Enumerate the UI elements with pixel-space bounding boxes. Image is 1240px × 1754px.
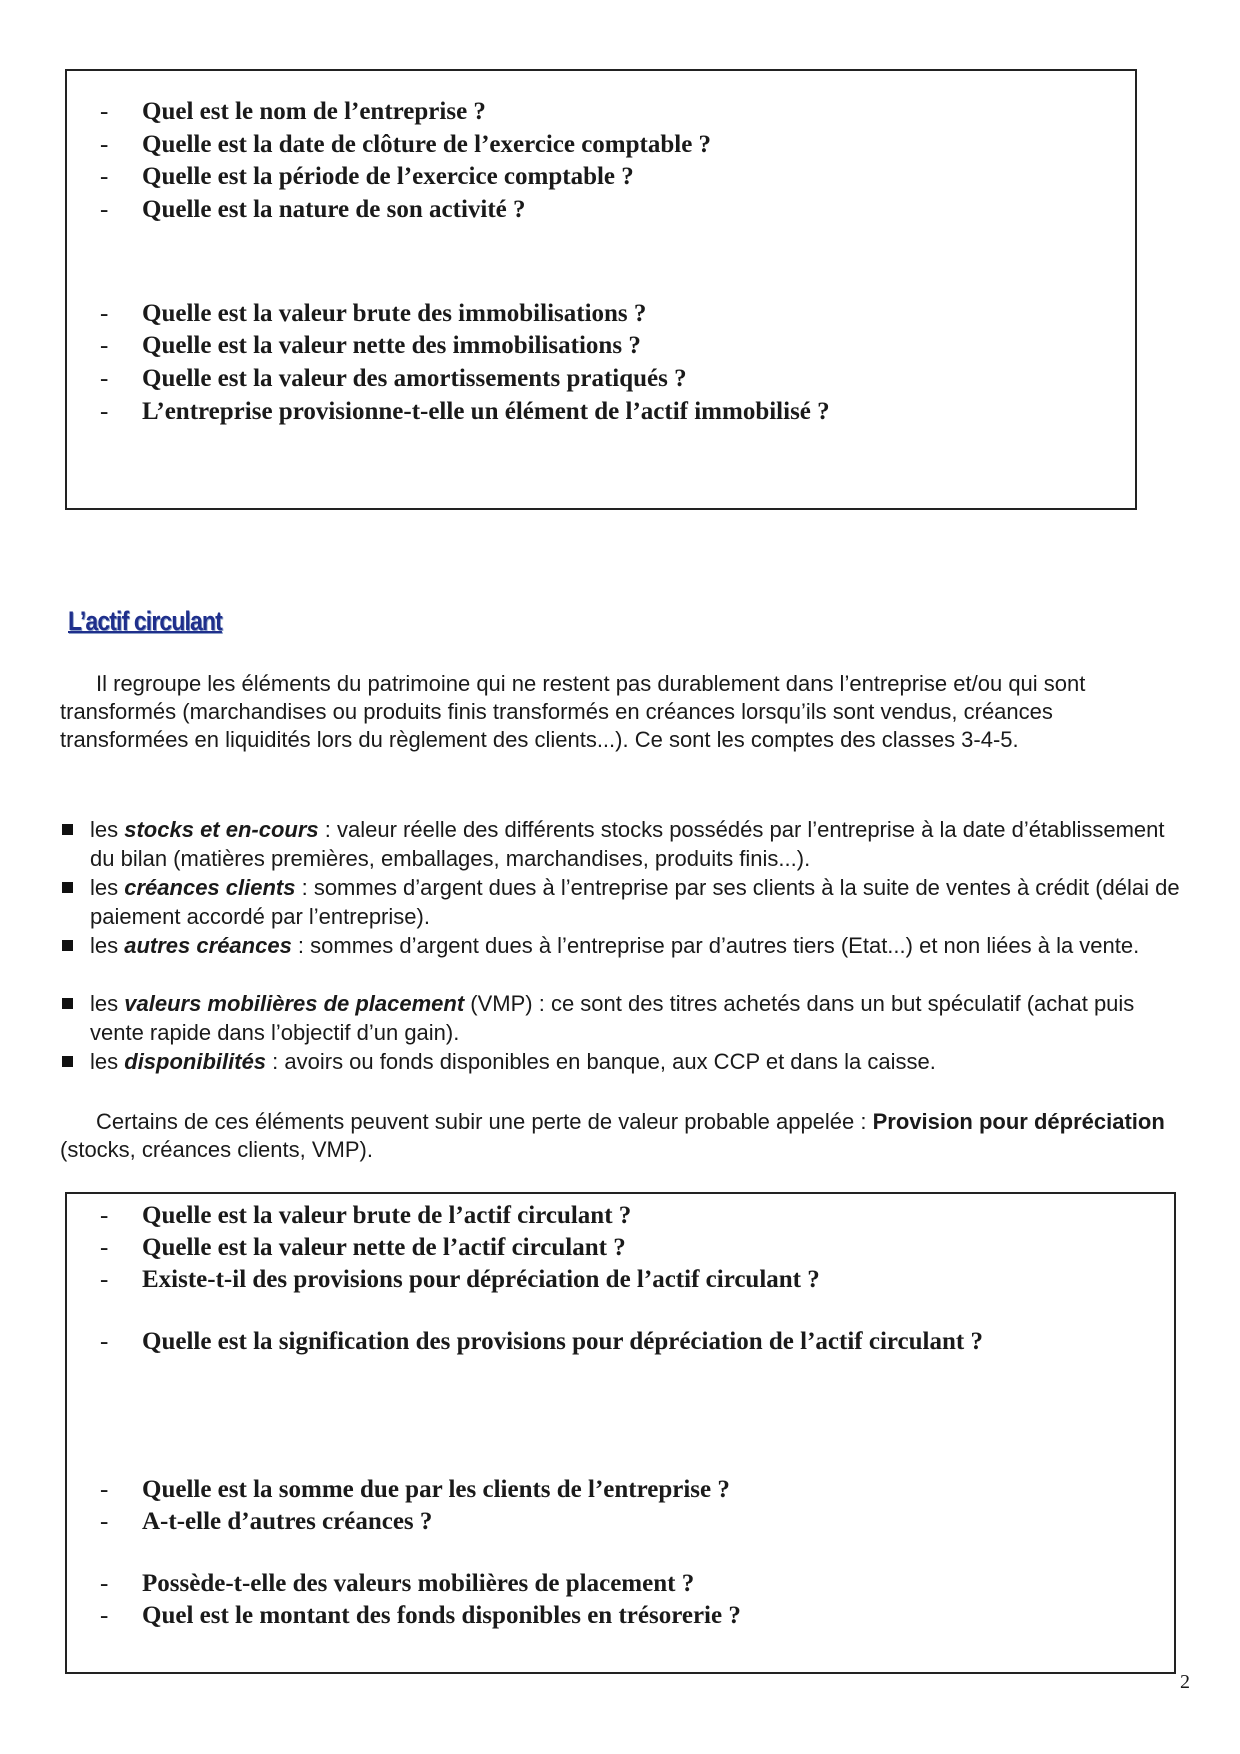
question-text: Existe-t-il des provisions pour dépréciation de l’actif circulant ?: [142, 1266, 820, 1293]
square-bullet-icon: [62, 882, 73, 893]
bullet-prefix: les: [90, 933, 125, 958]
bullet-key-term: créances clients: [124, 875, 296, 900]
question-text: Quelle est la date de clôture de l’exercice comptable ?: [142, 131, 712, 158]
question-text: Quel est le nom de l’entreprise ?: [142, 98, 486, 125]
bullet-definition: : avoirs ou fonds disponibles en banque, aux CCP et dans la caisse.: [266, 1049, 936, 1074]
question-text: Possède-t-elle des valeurs mobilières de placement ?: [142, 1570, 695, 1597]
bullet-key-term: stocks et en-cours: [124, 817, 319, 842]
bullet-definition: : sommes d’argent dues à l’entreprise par d’autres tiers (Etat...) et non liées à la vente.: [291, 933, 1140, 958]
section-title: L’actif circulant: [68, 606, 222, 636]
bullet-prefix: les: [90, 817, 125, 842]
question-text: Quelle est la nature de son activité ?: [142, 196, 526, 223]
question-text: Quelle est la valeur nette des immobilisations ?: [142, 332, 641, 359]
dash: -: [100, 1266, 109, 1293]
provision-rest: (stocks, créances clients, VMP).: [60, 1137, 373, 1162]
question-text: Quelle est la somme due par les clients de l’entreprise ?: [142, 1476, 730, 1503]
dash: -: [100, 365, 109, 392]
square-bullet-icon: [62, 940, 73, 951]
question-text: Quelle est la valeur des amortissements pratiqués ?: [142, 365, 687, 392]
bullet-item: [60, 931, 1180, 960]
question-text: A-t-elle d’autres créances ?: [142, 1508, 433, 1535]
dash: -: [100, 332, 109, 359]
square-bullet-icon: [62, 998, 73, 1009]
bullet-item: [60, 873, 1180, 931]
question-text: Quelle est la valeur brute de l’actif circulant ?: [142, 1202, 632, 1229]
question-text: Quelle est la valeur brute des immobilisations ?: [142, 300, 647, 327]
bullet-definition: : valeur réelle des différents stocks possédés par l’entreprise à la date d’établissement du bilan (matières premières, emballages, marchandises, produits finis...).: [90, 817, 1165, 871]
question-text: Quel est le montant des fonds disponibles en trésorerie ?: [142, 1602, 741, 1629]
dash: -: [100, 1234, 109, 1261]
provision-intro: Certains de ces éléments peuvent subir une perte de valeur probable appelée :: [96, 1109, 873, 1134]
square-bullet-icon: [62, 824, 73, 835]
square-bullet-icon: [62, 1056, 73, 1067]
bullet-item: [60, 1047, 1180, 1076]
dash: -: [100, 1508, 109, 1535]
bullet-item: [60, 989, 1180, 1047]
bullet-key-term: valeurs mobilières de placement: [124, 991, 465, 1016]
questions-box-immobilisations: [65, 69, 1137, 510]
questions-box-actif-circulant: [65, 1192, 1176, 1674]
bullet-item: [60, 815, 1180, 873]
dash: -: [100, 1570, 109, 1597]
provision-term: Provision pour dépréciation: [872, 1109, 1165, 1134]
bullet-key-term: disponibilités: [124, 1049, 267, 1074]
dash: -: [100, 196, 109, 223]
question-text: Quelle est la signification des provisions pour dépréciation de l’actif circulant ?: [142, 1328, 983, 1355]
dash: -: [100, 1328, 109, 1355]
dash: -: [100, 398, 109, 425]
dash: -: [100, 131, 109, 158]
dash: -: [100, 1476, 109, 1503]
dash: -: [100, 163, 109, 190]
page-number: 2: [1180, 1671, 1190, 1693]
provision-paragraph: [60, 1108, 1180, 1164]
bullet-prefix: les: [90, 875, 125, 900]
dash: -: [100, 1202, 109, 1229]
question-text: Quelle est la période de l’exercice comptable ?: [142, 163, 634, 190]
intro-paragraph: [60, 670, 1180, 754]
bullet-definition: (VMP) : ce sont des titres achetés dans un but spéculatif (achat puis vente rapide dans l’objectif d’un gain).: [90, 991, 1135, 1045]
bullet-prefix: les: [90, 991, 125, 1016]
intro-text: Il regroupe les éléments du patrimoine qui ne restent pas durablement dans l’entreprise et/ou qui sont transformés (marchandises ou produits finis transformés en créances lorsqu’ils sont vendus, créances transformées en liquidités lors du règlement des clients...). Ce sont les comptes des classes 3-4-5.: [60, 671, 1086, 752]
bullet-definition: : sommes d’argent dues à l’entreprise par ses clients à la suite de ventes à crédit (délai de paiement accordé par l’entreprise).: [90, 875, 1180, 929]
dash: -: [100, 1602, 109, 1629]
dash: -: [100, 98, 109, 125]
bullet-prefix: les: [90, 1049, 125, 1074]
question-text: L’entreprise provisionne-t-elle un élément de l’actif immobilisé ?: [142, 398, 830, 425]
bullet-key-term: autres créances: [124, 933, 292, 958]
question-text: Quelle est la valeur nette de l’actif circulant ?: [142, 1234, 626, 1261]
dash: -: [100, 300, 109, 327]
